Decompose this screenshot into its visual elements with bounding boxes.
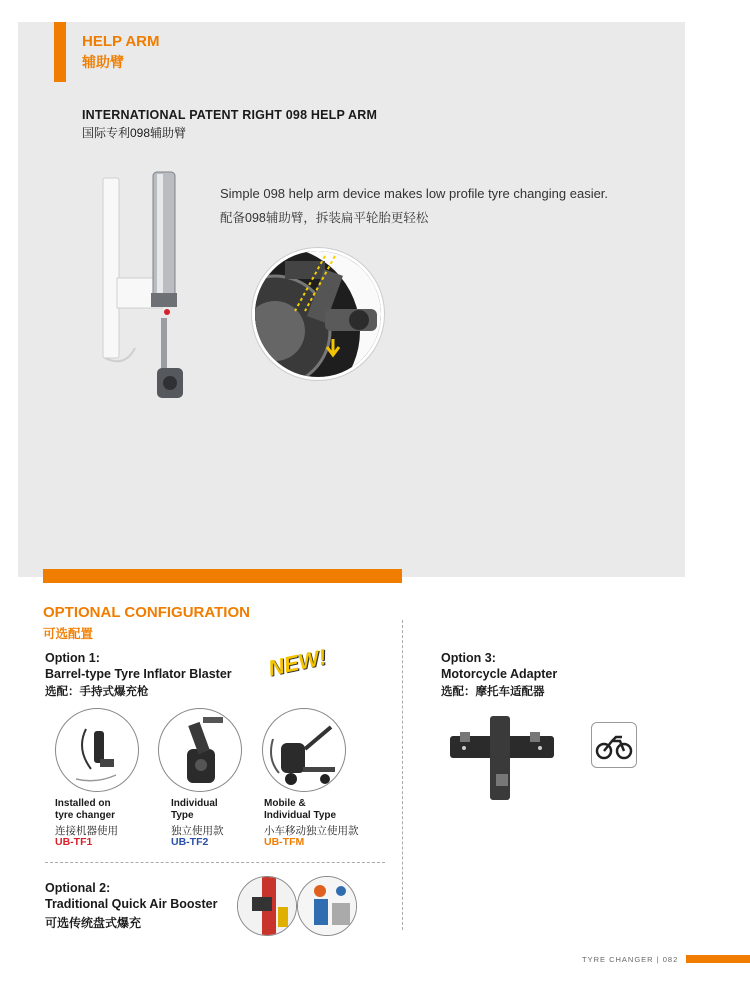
option3-label [441,650,557,682]
option-divider [45,862,385,863]
option2-label [45,880,218,912]
option1-number: Option 1: [45,651,100,665]
ub-tfm-desc-cn: 小车移动独立使用款 [264,825,359,837]
help-arm-image [95,168,205,408]
motorcycle-adapter-image [446,714,558,804]
help-arm-description-cn: 配备098辅助臂，拆装扁平轮胎更轻松 [220,211,429,225]
option1-name: Barrel-type Tyre Inflator Blaster [45,667,232,681]
ub-tf2-desc-cn: 独立使用款 [171,825,224,837]
column-divider [402,620,403,930]
page-number: 082 [662,955,679,964]
help-arm-description: Simple 098 help arm device makes low profile tyre changing easier. [220,186,609,201]
option1-label [45,650,232,682]
option3-number: Option 3: [441,651,496,665]
ub-tf2-image [158,708,242,792]
ub-tf1-image [55,708,139,792]
section-divider-bar [43,569,402,583]
footer-separator: | [656,955,663,964]
section-title: HELP ARM [82,33,160,50]
ub-tf1-desc-line1: Installed on [55,798,111,809]
air-booster-image-2 [297,876,357,936]
patent-heading-cn: 国际专利098辅助臂 [82,126,187,140]
ub-tfm-desc-line1: Mobile & [264,798,306,809]
ub-tfm-desc [264,798,336,822]
option3-label-cn: 选配：摩托车适配器 [441,686,545,698]
patent-heading: INTERNATIONAL PATENT RIGHT 098 HELP ARM [82,108,378,122]
ub-tfm-code: UB-TFM [264,836,305,848]
option1-label-cn: 选配：手持式爆充枪 [45,686,149,698]
option2-label-cn: 可选传统盘式爆充 [45,916,142,930]
footer-bar [686,955,750,963]
ub-tf1-code: UB-TF1 [55,836,93,848]
footer-title: TYRE CHANGER [582,955,654,964]
footer-text [582,955,678,964]
ub-tf2-desc-line2: Type [171,810,194,821]
option2-name: Traditional Quick Air Booster [45,897,218,911]
ub-tf2-code: UB-TF2 [171,836,209,848]
ub-tf2-desc [171,798,218,822]
ub-tf2-desc-line1: Individual [171,798,218,809]
ub-tfm-image [262,708,346,792]
ub-tfm-desc-line2: Individual Type [264,810,337,821]
ub-tf1-desc-line2: tyre changer [55,810,116,821]
ub-tf1-desc-cn: 连接机器使用 [55,825,118,837]
motorcycle-icon [591,722,637,768]
optional-title-cn: 可选配置 [43,627,94,641]
accent-bar [54,22,66,82]
new-badge: NEW! [265,644,329,681]
air-booster-image-1 [237,876,297,936]
optional-title: OPTIONAL CONFIGURATION [43,604,250,621]
ub-tf1-desc [55,798,115,822]
section-title-cn: 辅助臂 [82,54,124,70]
help-arm-detail-image [252,248,384,380]
option2-number: Optional 2: [45,881,111,895]
option3-name: Motorcycle Adapter [441,667,558,681]
